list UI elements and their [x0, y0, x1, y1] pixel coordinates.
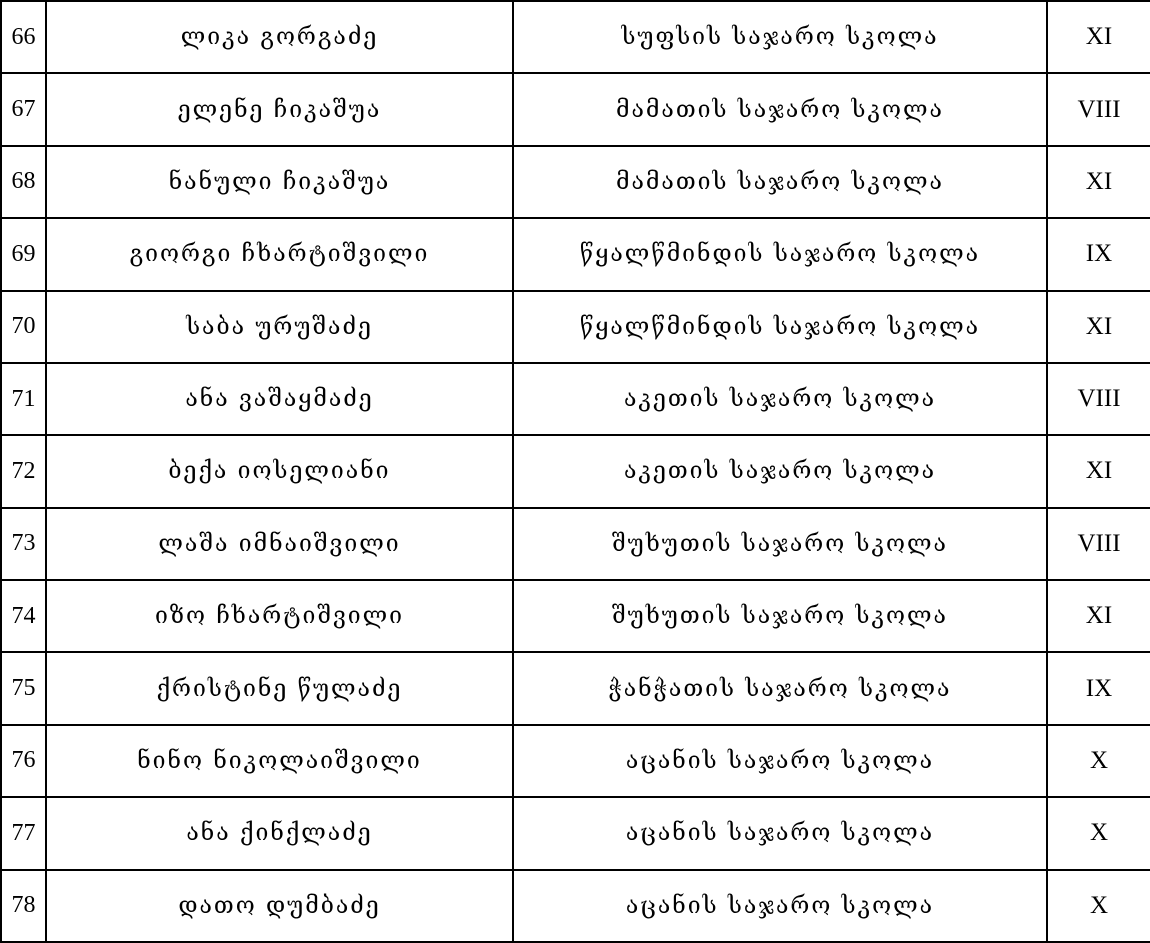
table-row	[1, 797, 1150, 869]
student-name: ნანული ჩიკაშუა	[46, 146, 513, 218]
student-name: ელენე ჩიკაშუა	[46, 73, 513, 145]
school-name: ჭანჭათის საჯარო სკოლა	[513, 652, 1047, 724]
school-name: შუხუთის საჯარო სკოლა	[513, 580, 1047, 652]
school-name: სუფსის საჯარო სკოლა	[513, 1, 1047, 73]
row-number: 73	[1, 508, 46, 580]
grade-level: X	[1047, 725, 1150, 797]
table-row	[1, 291, 1150, 363]
student-name: ლიკა გორგაძე	[46, 1, 513, 73]
school-name: მამათის საჯარო სკოლა	[513, 73, 1047, 145]
student-name: საბა ურუშაძე	[46, 291, 513, 363]
student-name: ნინო ნიკოლაიშვილი	[46, 725, 513, 797]
school-name: წყალწმინდის საჯარო სკოლა	[513, 291, 1047, 363]
student-name: გიორგი ჩხარტიშვილი	[46, 218, 513, 290]
grade-level: VIII	[1047, 363, 1150, 435]
table-row	[1, 435, 1150, 507]
row-number: 69	[1, 218, 46, 290]
school-name: აცანის საჯარო სკოლა	[513, 725, 1047, 797]
row-number: 76	[1, 725, 46, 797]
row-number: 66	[1, 1, 46, 73]
student-name: ანა ვაშაყმაძე	[46, 363, 513, 435]
student-name: ლაშა იმნაიშვილი	[46, 508, 513, 580]
grade-level: X	[1047, 797, 1150, 869]
student-name: ანა ქინქლაძე	[46, 797, 513, 869]
grade-level: X	[1047, 870, 1150, 943]
row-number: 70	[1, 291, 46, 363]
school-name: აცანის საჯარო სკოლა	[513, 870, 1047, 943]
school-name: მამათის საჯარო სკოლა	[513, 146, 1047, 218]
row-number: 72	[1, 435, 46, 507]
table-row	[1, 73, 1150, 145]
school-name: აკეთის საჯარო სკოლა	[513, 435, 1047, 507]
row-number: 78	[1, 870, 46, 943]
table-row	[1, 725, 1150, 797]
grade-level: XI	[1047, 580, 1150, 652]
grade-level: IX	[1047, 218, 1150, 290]
school-name: შუხუთის საჯარო სკოლა	[513, 508, 1047, 580]
school-name: აკეთის საჯარო სკოლა	[513, 363, 1047, 435]
school-name: აცანის საჯარო სკოლა	[513, 797, 1047, 869]
grade-level: VIII	[1047, 508, 1150, 580]
school-name: წყალწმინდის საჯარო სკოლა	[513, 218, 1047, 290]
student-name: ქრისტინე წულაძე	[46, 652, 513, 724]
grade-level: IX	[1047, 652, 1150, 724]
row-number: 71	[1, 363, 46, 435]
grade-level: XI	[1047, 146, 1150, 218]
row-number: 75	[1, 652, 46, 724]
table-row	[1, 508, 1150, 580]
table-row	[1, 652, 1150, 724]
grade-level: XI	[1047, 1, 1150, 73]
student-name: ბექა იოსელიანი	[46, 435, 513, 507]
table-row	[1, 580, 1150, 652]
table-row	[1, 363, 1150, 435]
row-number: 67	[1, 73, 46, 145]
grade-level: VIII	[1047, 73, 1150, 145]
row-number: 74	[1, 580, 46, 652]
row-number: 77	[1, 797, 46, 869]
table-row	[1, 1, 1150, 73]
table-row	[1, 870, 1150, 943]
grade-level: XI	[1047, 291, 1150, 363]
table-body	[1, 1, 1150, 942]
table-row	[1, 146, 1150, 218]
table-row	[1, 218, 1150, 290]
row-number: 68	[1, 146, 46, 218]
student-name: იზო ჩხარტიშვილი	[46, 580, 513, 652]
student-name: დათო დუმბაძე	[46, 870, 513, 943]
grade-level: XI	[1047, 435, 1150, 507]
